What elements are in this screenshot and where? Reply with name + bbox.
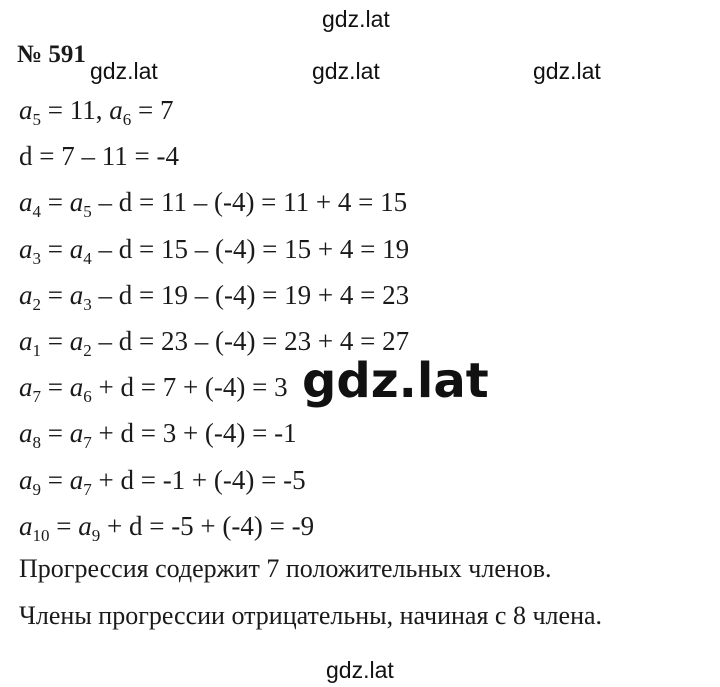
term-variable: a <box>19 187 33 217</box>
equation-line <box>19 511 315 545</box>
equation-text: = 11, <box>41 95 110 125</box>
term-index: 8 <box>32 433 41 452</box>
equation-text: + d = -5 + (-4) = -9 <box>100 511 315 541</box>
watermark-row-3: gdz.lat <box>533 58 601 84</box>
equation-text: = <box>41 234 70 264</box>
equation-line <box>19 187 408 221</box>
term-variable: a <box>19 95 33 125</box>
equation-text: – d = 19 – (-4) = 19 + 4 = 23 <box>91 280 410 310</box>
equation-text: – d = 15 – (-4) = 15 + 4 = 19 <box>91 234 410 264</box>
term-variable: a <box>69 280 84 310</box>
equation-line <box>19 234 410 268</box>
equation-line <box>19 326 410 360</box>
equation-text: = 7 <box>131 95 174 125</box>
equation-line <box>19 418 297 452</box>
equation-line <box>19 280 410 314</box>
equation-text: – d = 11 – (-4) = 11 + 4 = 15 <box>91 187 408 217</box>
term-index: 6 <box>83 387 92 406</box>
term-variable: a <box>19 465 33 495</box>
term-index: 5 <box>83 202 92 221</box>
term-index: 1 <box>32 341 41 360</box>
watermark-center: gdz.lat <box>302 353 489 409</box>
equation-line <box>19 95 174 129</box>
term-variable: a <box>109 95 123 125</box>
equation-text: + d = 3 + (-4) = -1 <box>91 418 297 448</box>
problem-number: № 591 <box>17 41 86 68</box>
term-variable: a <box>19 326 33 356</box>
conclusion-positive-count: Прогрессия содержит 7 положительных членов. <box>19 554 552 583</box>
equation-text: = <box>41 326 70 356</box>
term-variable: a <box>69 418 84 448</box>
term-index: 9 <box>32 480 41 499</box>
term-variable: a <box>78 511 92 541</box>
term-index: 9 <box>91 526 101 545</box>
watermark-row-2: gdz.lat <box>312 58 380 84</box>
term-variable: a <box>69 326 84 356</box>
term-index: 2 <box>32 295 41 314</box>
term-index: 7 <box>83 480 92 499</box>
term-index: 10 <box>32 526 50 545</box>
equation-text: = <box>49 511 79 541</box>
term-index: 3 <box>32 249 41 268</box>
term-index: 2 <box>83 341 92 360</box>
term-variable: a <box>69 234 84 264</box>
term-variable: a <box>19 234 33 264</box>
term-index: 5 <box>32 110 41 129</box>
term-variable: a <box>69 187 84 217</box>
equation-line <box>19 465 306 499</box>
watermark-bottom: gdz.lat <box>326 657 394 683</box>
term-variable: a <box>69 372 84 402</box>
equation-text: = <box>41 187 70 217</box>
equation-text: d = 7 – 11 = -4 <box>19 141 179 171</box>
equation-line <box>19 372 288 406</box>
term-variable: a <box>19 280 33 310</box>
term-variable: a <box>19 511 33 541</box>
watermark-row-1: gdz.lat <box>90 58 158 84</box>
term-index: 7 <box>83 433 92 452</box>
term-variable: a <box>19 372 33 402</box>
equation-text: + d = -1 + (-4) = -5 <box>91 465 306 495</box>
term-index: 6 <box>122 110 132 129</box>
equation-text: = <box>41 372 70 402</box>
term-index: 7 <box>32 387 41 406</box>
term-index: 3 <box>83 295 92 314</box>
term-index: 4 <box>83 249 92 268</box>
equation-text: = <box>41 465 70 495</box>
equation-text: = <box>41 280 70 310</box>
equation-text: + d = 7 + (-4) = 3 <box>91 372 288 402</box>
term-variable: a <box>69 465 84 495</box>
conclusion-negative-start: Члены прогрессии отрицательны, начиная с 8 члена. <box>19 601 603 630</box>
equation-line <box>19 143 179 170</box>
equation-text: – d = 23 – (-4) = 23 + 4 = 27 <box>91 326 410 356</box>
term-index: 4 <box>32 202 41 221</box>
equation-text: = <box>41 418 70 448</box>
watermark-top: gdz.lat <box>322 6 390 32</box>
term-variable: a <box>19 418 33 448</box>
